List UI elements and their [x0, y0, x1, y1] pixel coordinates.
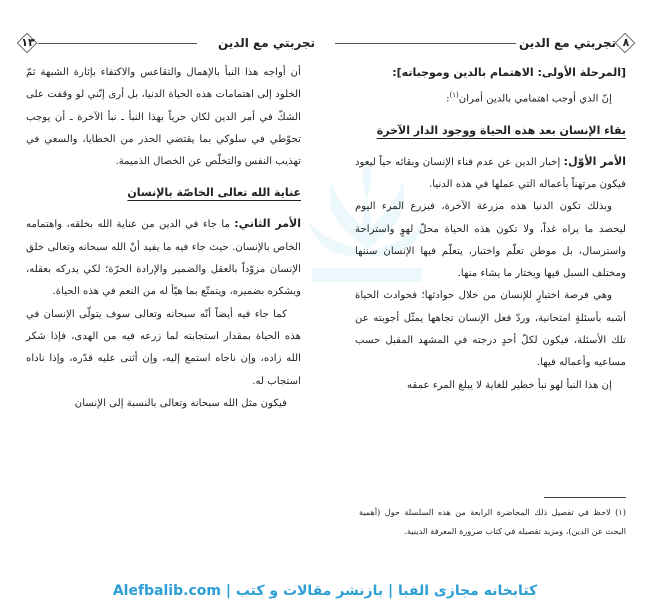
page-header [335, 34, 638, 52]
section-title: عناية الله تعالى الخاصّة بالإنسان [127, 186, 301, 200]
paragraph: إن هذا النبأ لهو نبأ خطير للغاية لا يبلغ المرء عمقه [407, 379, 612, 391]
page-body [355, 62, 626, 397]
first-matter-paragraph [355, 151, 626, 197]
paragraph: فيكون مثل الله سبحانه وتعالى بالنسبة إلى الإنسان [74, 397, 287, 409]
header-rule [38, 43, 197, 44]
intro-line: إنّ الذي أوجب اهتمامي بالدين أمران [458, 93, 612, 105]
page-body [26, 62, 301, 415]
page-number-text: ١٣ [21, 36, 35, 49]
footnote-ref: (١) [449, 91, 459, 99]
second-matter-text: ما جاء في الدين من عناية الله بخلقه، واهتمامه الخاص بالإنسان. حيث جاء فيه ما يفيد أنّ الله سبحانه وتعالى خلق الإنسان مزوّداً بالعقل والضمير والإرادة الحرّة؛ لكي يدركه بعقله، ويشكره بضميره، ويتمتّع بما هيّأ له من النعم في هذه الحياة. [26, 219, 301, 298]
paragraph: كما جاء فيه أيضاً أنّه سبحانه وتعالى سوف يتولّى الإنسان في هذه الحياة بمقدار استجابته لما زرعه فيه من الهدى، فإذا شكر الله زاده، وإن ناجاه استمع إليه، وإن أثنى عليه قدّره، وإذا ناداه استجاب له. [26, 308, 301, 387]
paragraph: وهي فرصة اختبارٍ للإنسان من خلال حوادثها؛ فحوادث الحياة أشبه بأسئلةٍ امتحانية، وردّ فعل الإنسان تجاهها يمثّل أجوبته عن تلك الأسئلة، فيكون لكلّ أحدٍ درجته في المشهد المقبل حسب مساعيه وأعماله فيها. [355, 290, 626, 369]
page-number [6, 33, 50, 53]
site-banner[interactable]: Alefbalib.com | كتابخانه مجازى الفبا | بازنشر مقالات و كتب [112, 583, 538, 599]
second-matter-paragraph [26, 213, 301, 303]
footnote: (١) لاحظ في تفصيل ذلك المحاضرة الرابعة من هذه السلسلة حول (أهمية البحث عن الدين)، ومزيد تفصيله في كتاب ضرورة المعرفة الدينية. [359, 507, 626, 536]
first-matter-label: الأمر الأوّل: [563, 154, 626, 168]
page-header [12, 34, 315, 52]
page-number [604, 33, 648, 53]
running-title: تجربتي مع الدين [217, 36, 315, 50]
footnote-rule [544, 497, 626, 498]
left-page [0, 0, 325, 580]
stage-title: [المرحلة الأولى: الاهتمام بالدين وموجباته]: [392, 66, 626, 79]
section-title: بقاء الإنسان بعد هذه الحياة ووجود الدار الآخرة [376, 123, 626, 137]
paragraph: وبذلك تكون الدنيا هذه مزرعة الآخرة، فيزرع المرء اليوم ليحصد ما يراه غداً، ولا تكون هذه الحياة محلّ لهوٍ واستراحة واسترسال، بل موطن تعلّم واختبار، يتعلّم فيها الإنسان سننها ومختلف السبل فيها ويختار ما يشاء منها. [355, 201, 626, 280]
intro-paragraph: إنّ الذي أوجب اهتمامي بالدين أمران$^{(١)}$: [446, 91, 612, 105]
page-number-text: ٨ [622, 36, 630, 49]
second-matter-label: الأمر الثاني: [234, 217, 301, 231]
paragraph: أن أواجه هذا النبأ بالإهمال والتقاعس والاكتفاء بإثارة الشبهة ثمّ الخلود إلى اهتمامات هذه الحياة الدنيا، بل أرى إنّني لو وقفت على الشكّ في أمر الدين لكان حرياً بهذا النبأ ـ نبأ الآخرة ـ أن يوجب تحوّطي في سلوكي بما يقتضي الحذر من الخطايا، والسعي في تهذيب النفس والتخلّص عن الخصال الذميمة. [26, 67, 301, 168]
header-rule [335, 43, 516, 44]
running-title: تجربتي مع الدين [518, 36, 616, 50]
first-matter-text: إخبار الدين عن عدم فناء الإنسان وبقائه حياً ليعود فيكون مرتهناً بأعماله التي عملها في هذه الدنيا. [355, 156, 626, 190]
right-page [325, 0, 650, 580]
